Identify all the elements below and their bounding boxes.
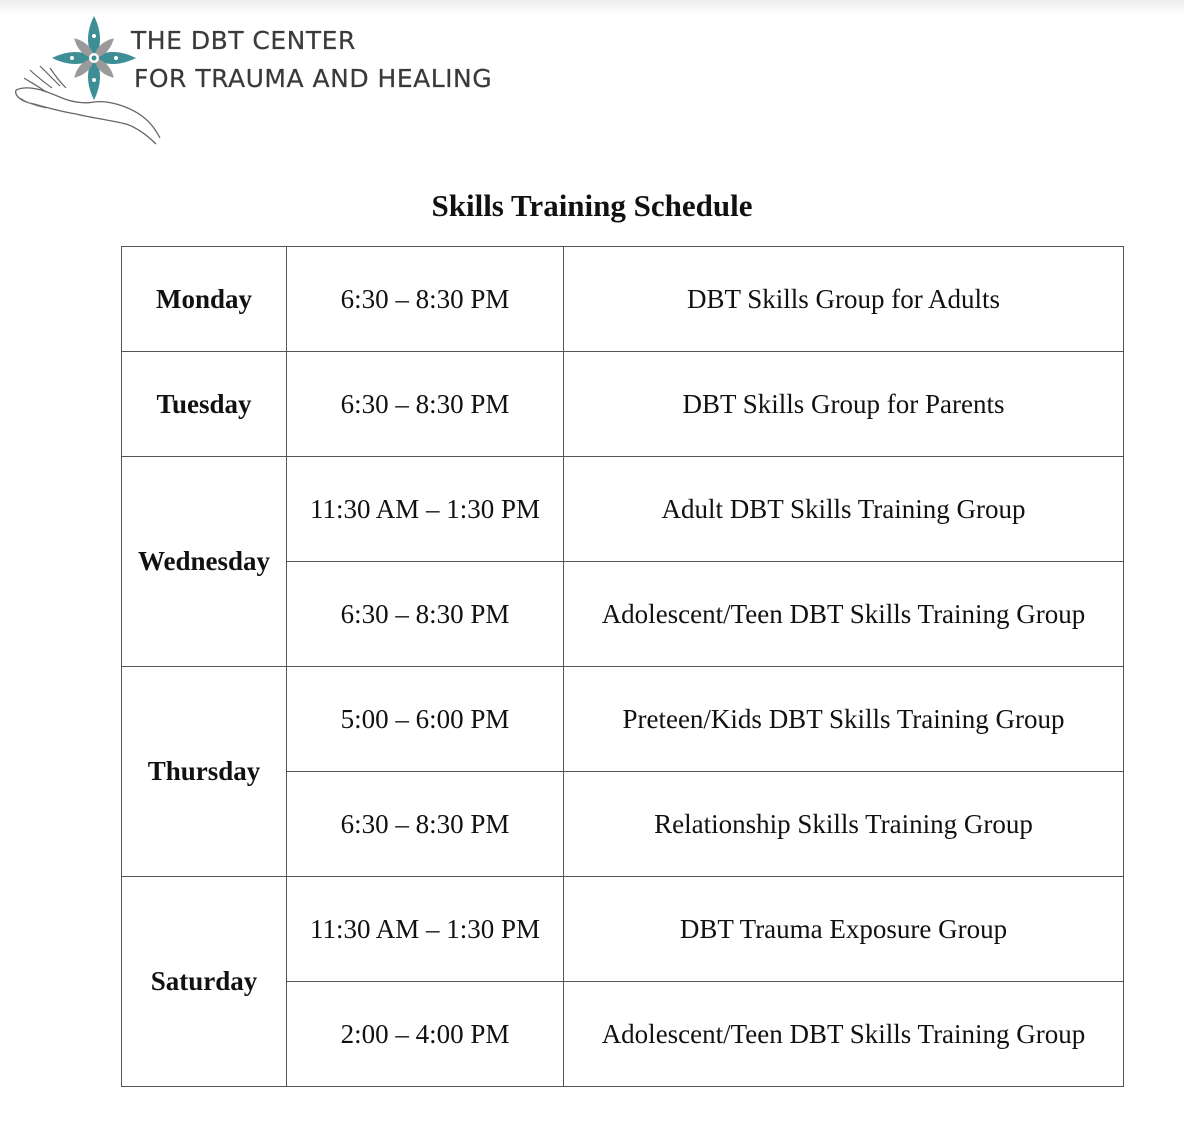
day-cell-wednesday: Wednesday: [122, 457, 287, 667]
time-cell: 6:30 – 8:30 PM: [287, 247, 564, 352]
group-cell: DBT Skills Group for Parents: [564, 352, 1124, 457]
dbt-center-logo: [10, 12, 510, 152]
day-cell-saturday: Saturday: [122, 877, 287, 1087]
time-cell: 6:30 – 8:30 PM: [287, 562, 564, 667]
page-title: Skills Training Schedule: [431, 188, 753, 223]
time-cell: 11:30 AM – 1:30 PM: [287, 877, 564, 982]
table-row: [122, 457, 1124, 562]
group-cell: Preteen/Kids DBT Skills Training Group: [564, 667, 1124, 772]
group-cell: Adolescent/Teen DBT Skills Training Group: [564, 562, 1124, 667]
table-row: [122, 667, 1124, 772]
schedule-table: [121, 246, 1124, 1087]
logo-text-line-1: THE DBT CENTER: [131, 26, 356, 55]
day-cell-thursday: Thursday: [122, 667, 287, 877]
group-cell: DBT Trauma Exposure Group: [564, 877, 1124, 982]
day-cell-monday: Monday: [122, 247, 287, 352]
time-cell: 2:00 – 4:00 PM: [287, 982, 564, 1087]
logo-text-line-2: FOR TRAUMA AND HEALING: [134, 64, 493, 93]
group-cell: DBT Skills Group for Adults: [564, 247, 1124, 352]
group-cell: Relationship Skills Training Group: [564, 772, 1124, 877]
time-cell: 6:30 – 8:30 PM: [287, 352, 564, 457]
time-cell: 6:30 – 8:30 PM: [287, 772, 564, 877]
time-cell: 5:00 – 6:00 PM: [287, 667, 564, 772]
group-cell: Adult DBT Skills Training Group: [564, 457, 1124, 562]
day-cell-tuesday: Tuesday: [122, 352, 287, 457]
group-cell: Adolescent/Teen DBT Skills Training Group: [564, 982, 1124, 1087]
time-cell: 11:30 AM – 1:30 PM: [287, 457, 564, 562]
table-row: [122, 352, 1124, 457]
table-row: [122, 877, 1124, 982]
table-row: [122, 247, 1124, 352]
